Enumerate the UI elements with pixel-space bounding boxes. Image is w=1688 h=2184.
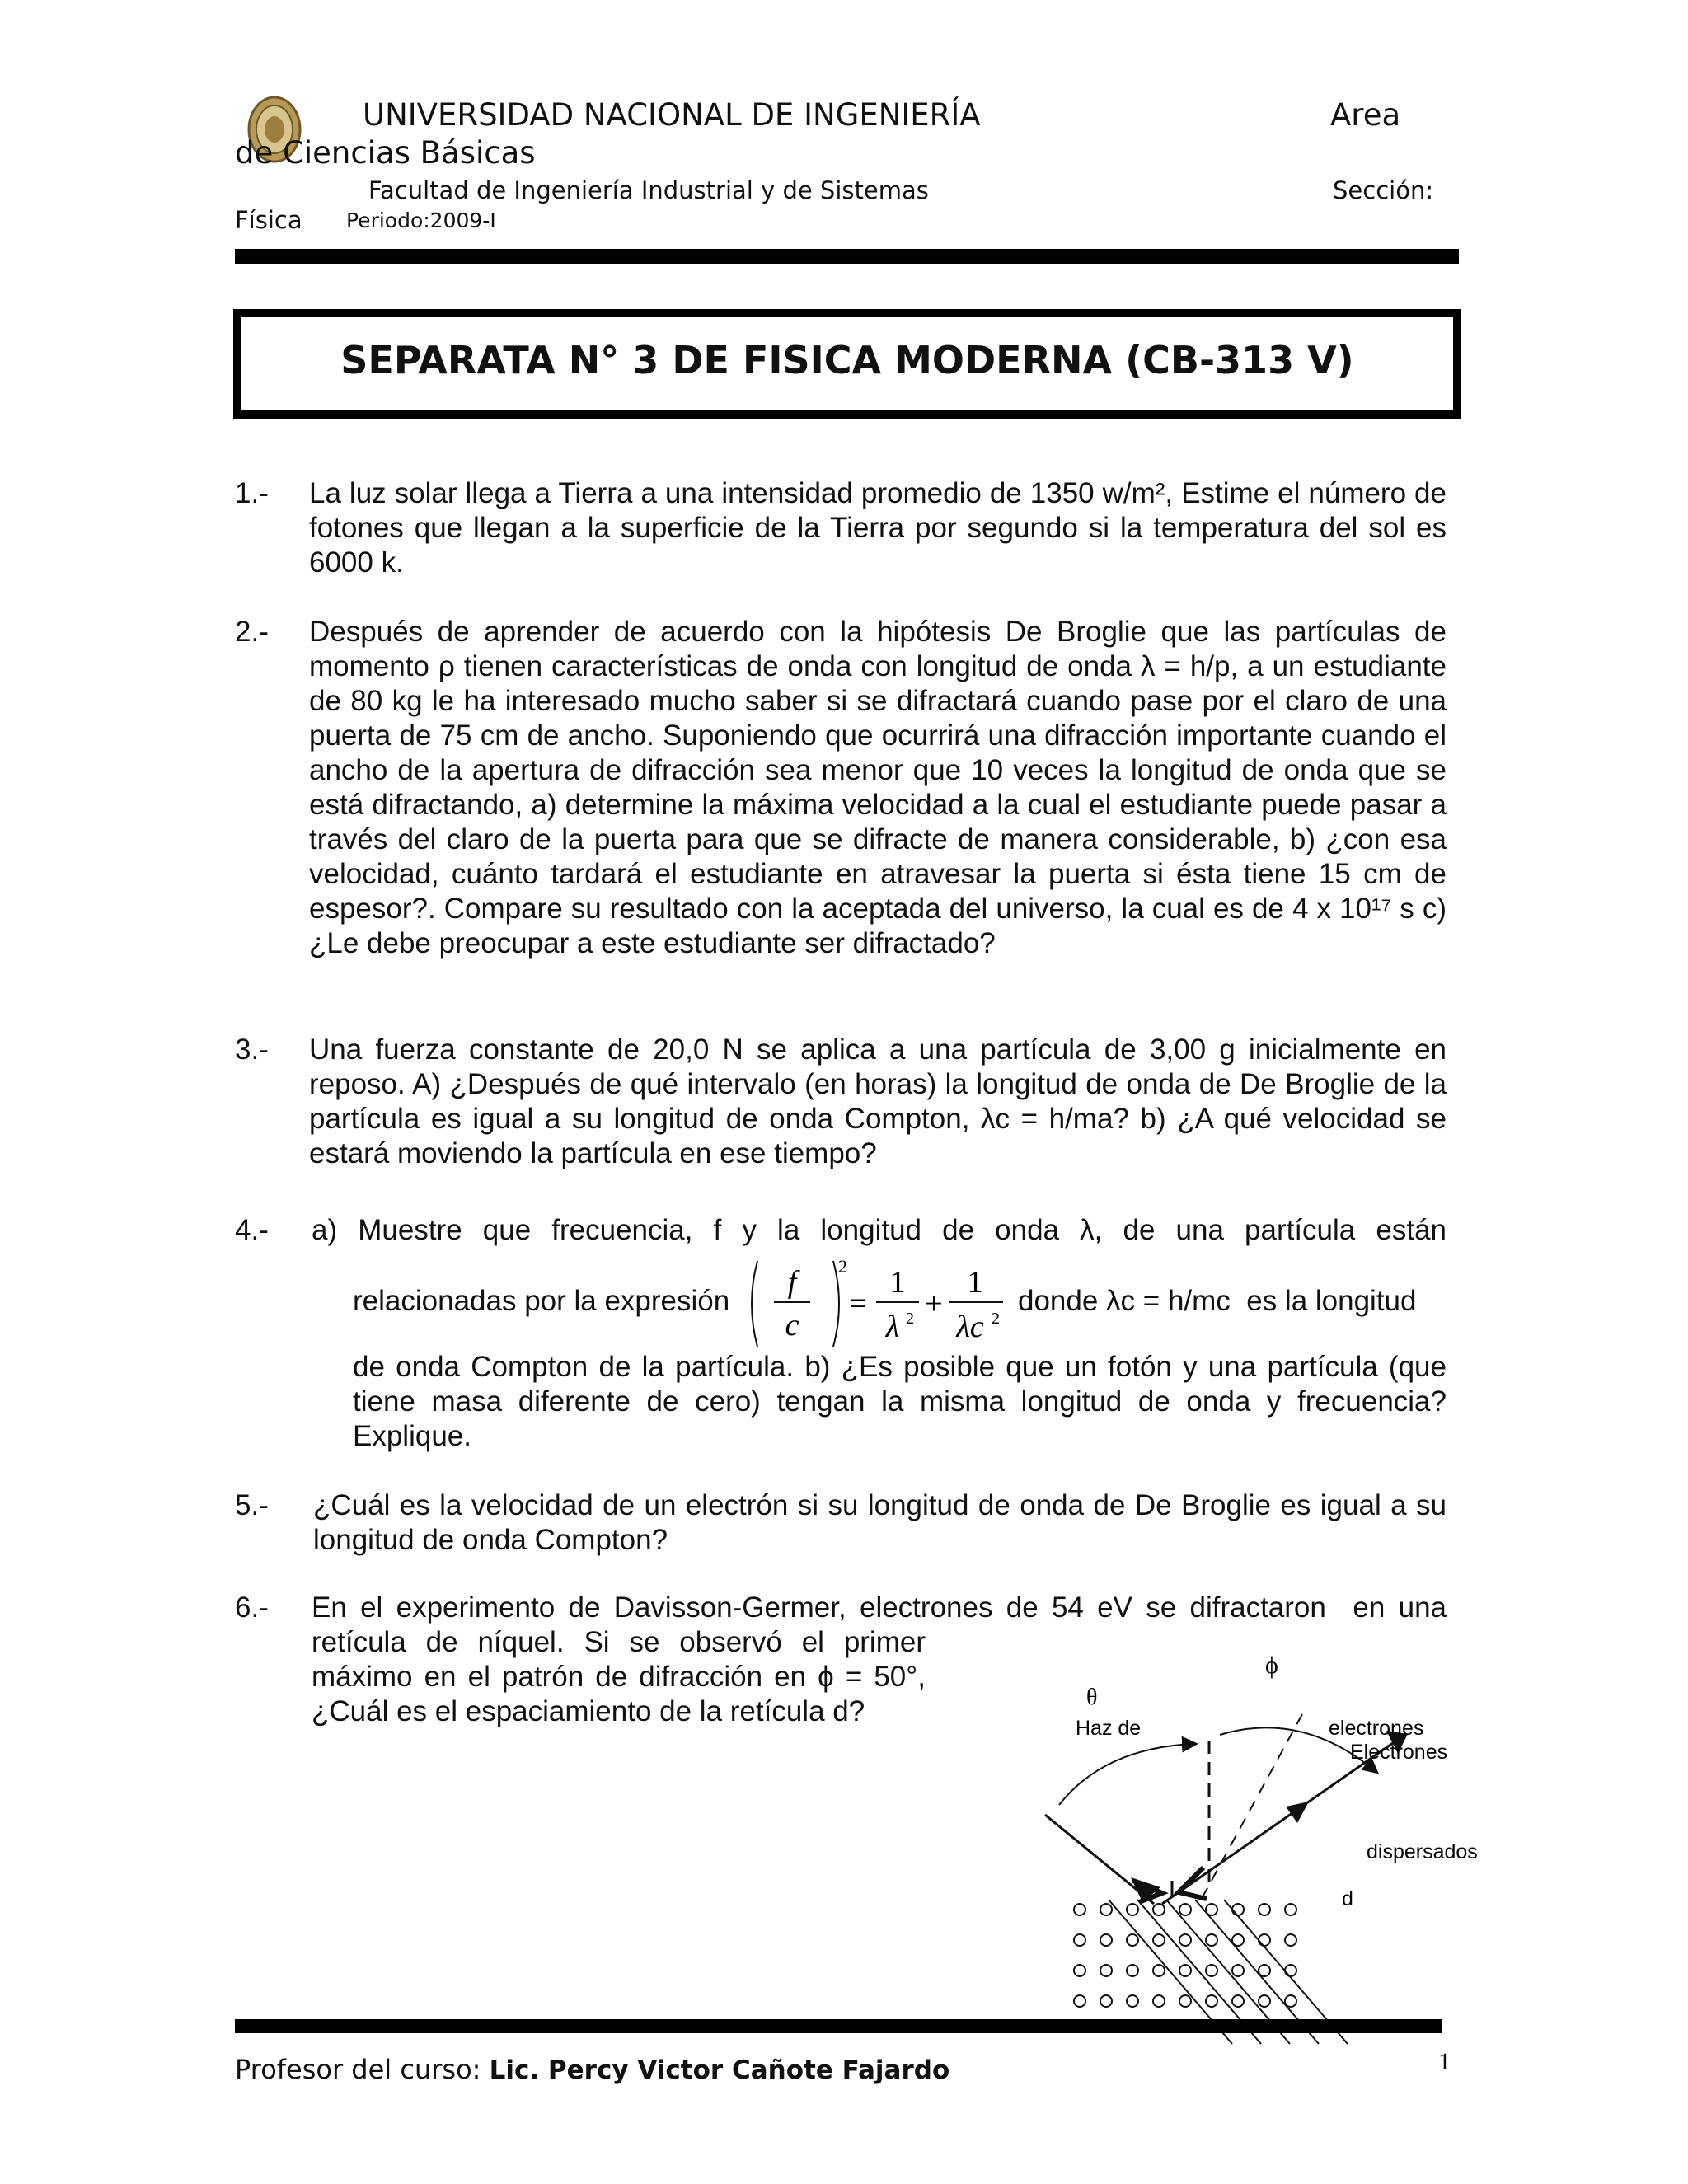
problem-6-number: 6.- [235, 1591, 269, 1624]
formula-lambda-c: λc [956, 1310, 984, 1344]
dispersados-label: dispersados [1367, 1840, 1478, 1863]
angle-dashed [1203, 1714, 1302, 1896]
formula-c: c [785, 1308, 799, 1343]
problem-1-text [309, 476, 1447, 580]
electrones-label-2: Electrones [1350, 1741, 1448, 1764]
phi-label: ϕ [1265, 1652, 1278, 1679]
theta-arc [1059, 1744, 1195, 1805]
problem-2-text: Después de aprender de acuerdo con la hipótesis De Broglie que las partículas de momento ρ tienen características de onda con longitud de onda λ = h/p, a un estudiante de 80 kg le ha interesado mucho saber si se difractará cuando pase por el claro de una puerta de 75 cm de ancho. Suponiendo que ocurrirá una difracción importante cuando el ancho de la apertura de difracción sea menor que 10 veces la longitud de onda que se está difractando, a) determine la máxima velocidad a la cual el estudiante puede pasar a través del claro de la puerta para que se difracte de manera considerable, b) ¿con esa velocidad, cuánto tardará el estudiante en atravesar la puerta si ésta tiene 15 cm de espesor?. Compare su resultado con la aceptada del universo, la cual es de 4 x 10¹⁷ s c) ¿Le debe preocupar a este estudiante ser difractado? [309, 616, 1447, 959]
footer-rule [235, 2019, 1442, 2033]
davisson-germer-diagram [1030, 1648, 1492, 2060]
problem-4-formula [746, 1254, 1010, 1353]
haz-label: Haz de [1076, 1717, 1142, 1740]
theta-label: θ [1086, 1685, 1098, 1710]
header-university: UNIVERSIDAD NACIONAL DE INGENIERÍA [363, 97, 981, 133]
footer-label: Profesor del curso: [235, 2054, 490, 2085]
problem-6-line1: En el experimento de Davisson-Germer, electrones de 54 eV se difractaron en una [312, 1591, 1447, 1624]
header-rule [235, 249, 1459, 264]
formula-lambda-c-sq: 2 [992, 1310, 1000, 1328]
formula-one-a: 1 [889, 1265, 906, 1300]
header-periodo: Periodo:2009-I [346, 209, 496, 232]
problem-5-text: ¿Cuál es la velocidad de un electrón si su longitud de onda de De Broglie es igual a su longitud de onda Compton? [313, 1489, 1447, 1556]
header-seccion: Sección: [1333, 176, 1434, 204]
header-faculty: Facultad de Ingeniería Industrial y de Sistemas [368, 176, 929, 204]
problem-5-number: 5.- [235, 1489, 269, 1521]
header-area: Area [1330, 97, 1401, 133]
formula-plus: + [925, 1286, 943, 1321]
scattered-arrowhead-mid [1286, 1802, 1309, 1823]
footer-professor [235, 2054, 950, 2085]
formula-eq: = [849, 1286, 867, 1321]
header-area-continued: de Ciencias Básicas [235, 135, 536, 171]
formula-f: f [787, 1265, 797, 1300]
problem-4-donde: donde λc = h/mc es la longitud [1018, 1285, 1417, 1317]
problem-3-number: 3.- [235, 1033, 269, 1066]
page-title: SEPARATA N° 3 DE FISICA MODERNA (CB-313 V) [340, 338, 1354, 382]
problem-2-number: 2.- [235, 616, 269, 648]
problem-4-number: 4.- [235, 1214, 269, 1246]
d-label: d [1342, 1887, 1353, 1910]
page-number: 1 [1438, 2048, 1451, 2075]
problem-1-body: La luz solar llega a Tierra a una intensidad promedio de 1350 w/m², Estime el número de fotones que llegan a la superficie de la Tierra por segundo si la temperatura del sol es 6000 k. [309, 477, 1447, 579]
footer-name: Lic. Percy Victor Cañote Fajardo [489, 2055, 950, 2085]
formula-lambda-sq: 2 [906, 1310, 914, 1328]
problem-3-text: Una fuerza constante de 20,0 N se aplica a una partícula de 3,00 g inicialmente en reposo. A) ¿Después de qué intervalo (en horas) la longitud de onda de De Broglie de la partícula es igual a su longitud de onda Compton, λc = h/ma? b) ¿A qué velocidad se estará moviendo la partícula en ese tiempo? [309, 1033, 1447, 1169]
problem-4-rest: de onda Compton de la partícula. b) ¿Es posible que un fotón y una partícula (que tiene masa diferente de cero) tengan la misma longitud de onda y frecuencia? Explique. [353, 1351, 1447, 1452]
problem-1-number: 1.- [235, 477, 269, 509]
formula-lambda: λ [885, 1310, 900, 1344]
problem-6-rest: retícula de níquel. Si se observó el primer máximo en el patrón de difracción en ϕ = 50°, ¿Cuál es el espaciamiento de la retícula d? [312, 1626, 926, 1727]
problem-4-line1: a) Muestre que frecuencia, f y la longitud de onda λ, de una partícula están [312, 1214, 1447, 1246]
problem-4-relacionadas: relacionadas por la expresión [353, 1285, 730, 1317]
formula-outer-sq: 2 [838, 1256, 847, 1277]
electrones-label-1: electrones [1329, 1717, 1424, 1740]
formula-one-b: 1 [967, 1265, 983, 1300]
header-fisica: Física [235, 206, 302, 234]
